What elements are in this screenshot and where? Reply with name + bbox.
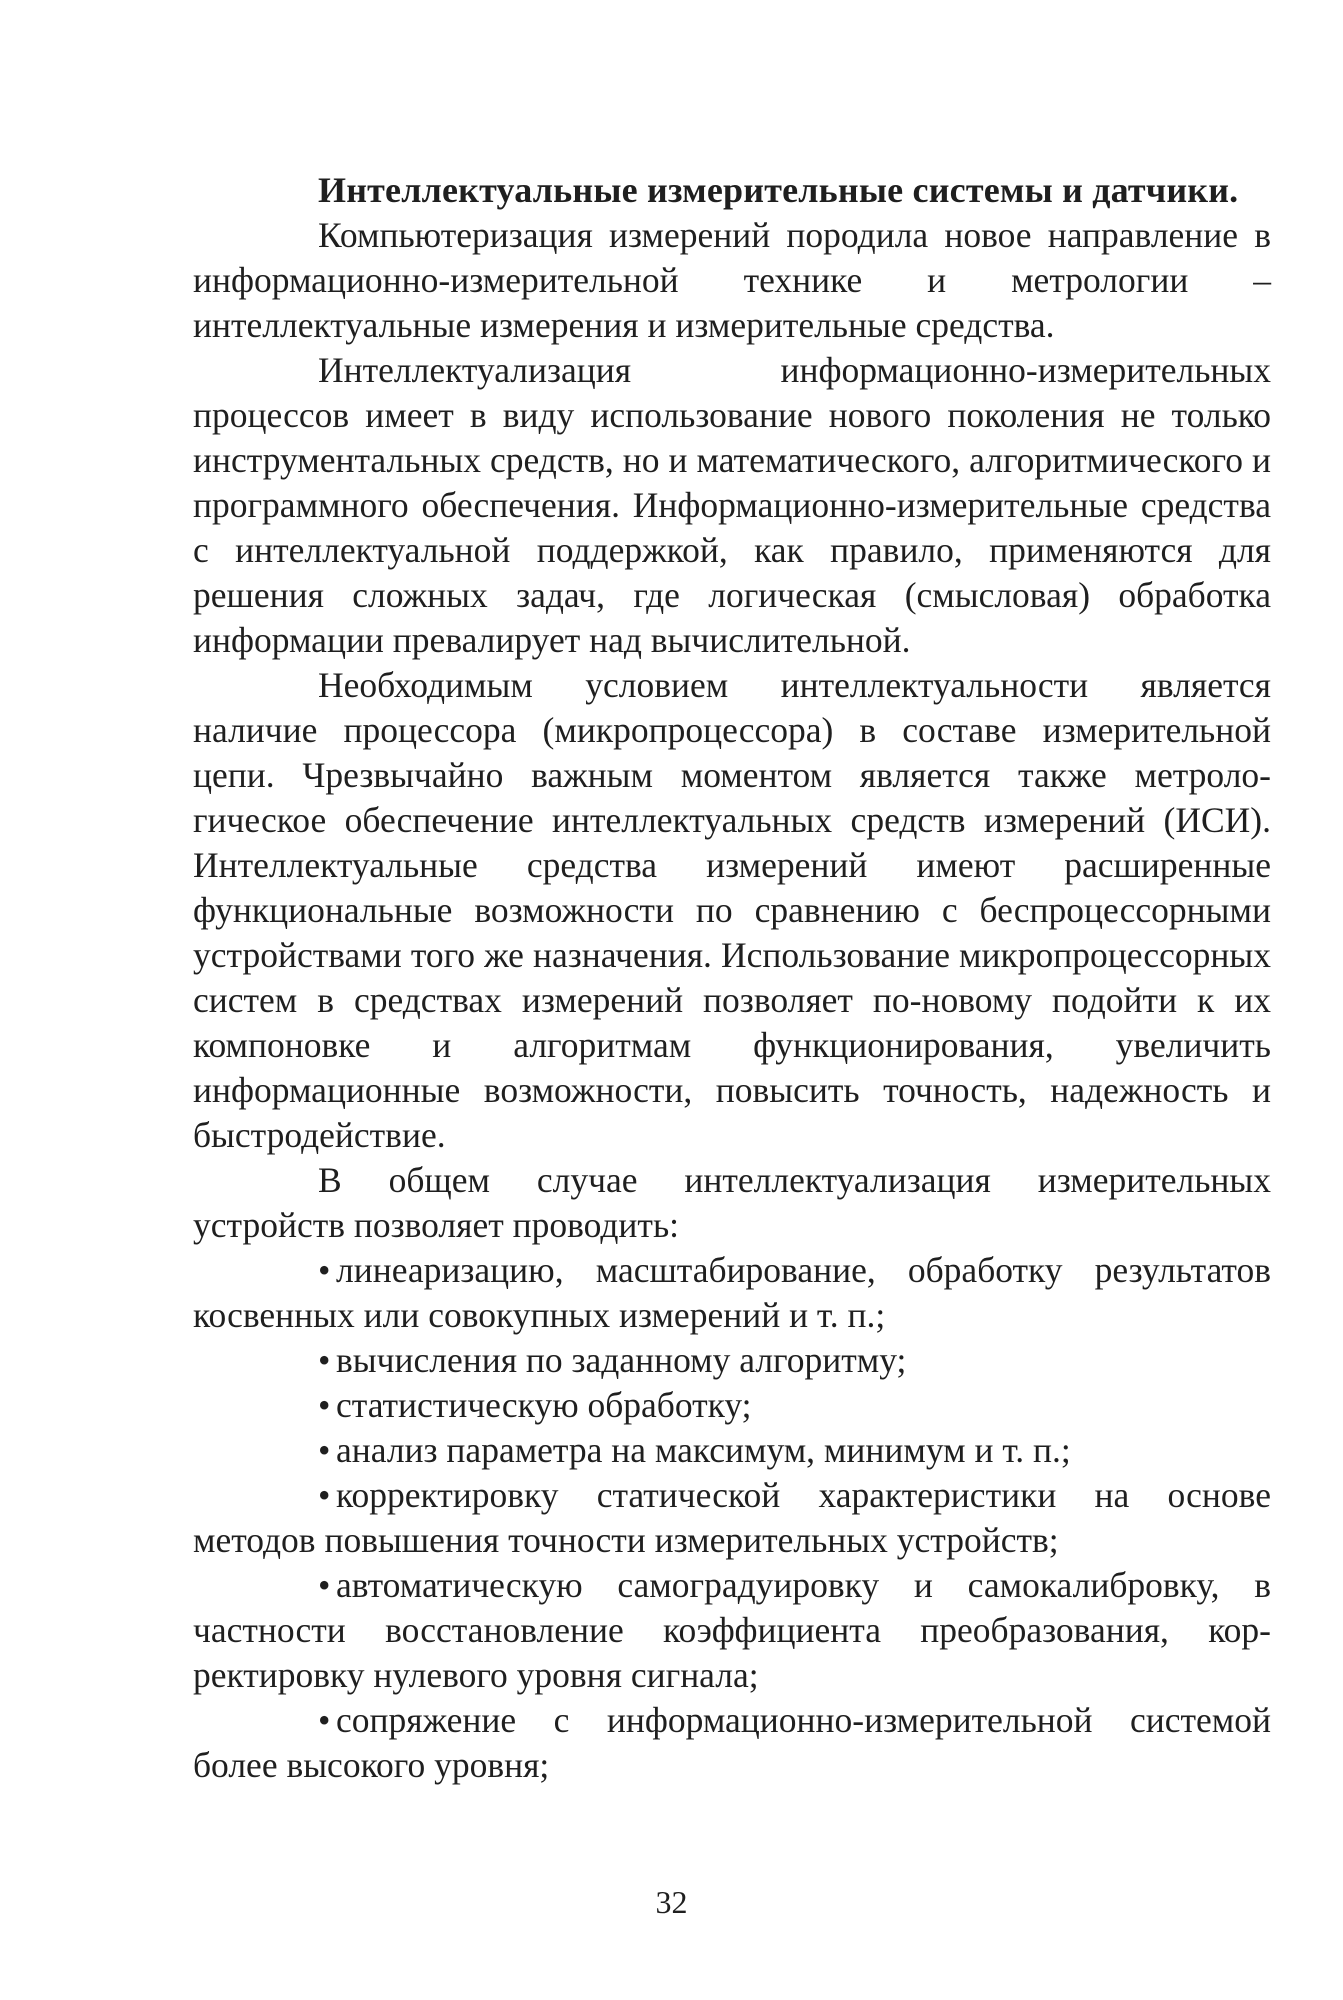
paragraph-list-intro: В общем случае интеллектуализация измерительных устройств позволяет проводить: xyxy=(193,1160,1271,1245)
paragraph-processor-condition: Необходимым условием интеллектуальности является наличие процессора (микропроцессора) в составе измерительной цепи. Чрезвычайно важным моментом является также метрологическое обеспечение интеллектуальных средств измерений (ИСИ). Интеллектуальные средства измерений имеют расширенные функциональные возможности по сравнению с беспроцессорными устройствами того же назначения. Использование микропроцессорных систем в средствах измерений позволяет по-новому подойти к их компоновке и алгоритмам функционирования, увеличить информационные возможности, повысить точность, надежность и быстродействие. xyxy=(193,665,1271,1155)
list-item xyxy=(193,1428,1271,1473)
bullet-icon: • xyxy=(318,1250,331,1290)
page-number: 32 xyxy=(655,1884,688,1920)
bullet-icon: • xyxy=(318,1385,331,1425)
list-item-text: анализ параметра на максимум, минимум и т. п.; xyxy=(336,1430,1071,1470)
list-item xyxy=(193,1563,1271,1698)
capabilities-list xyxy=(193,1248,1271,1788)
bullet-icon: • xyxy=(318,1430,331,1470)
list-item xyxy=(193,1383,1271,1428)
list-item-text: статистическую обработку; xyxy=(336,1385,752,1425)
bullet-icon: • xyxy=(318,1475,331,1515)
page-body xyxy=(193,168,1271,1788)
list-item xyxy=(193,1248,1271,1338)
list-item xyxy=(193,1698,1271,1788)
list-item-text: вычисления по заданному алгоритму; xyxy=(336,1340,907,1380)
list-item-text: сопряжение с информационно-измерительной системой более высокого уровня; xyxy=(193,1700,1271,1785)
list-item-text: линеаризацию, масштабирование, обработку результатов косвенных или совокупных измерений и т. п.; xyxy=(193,1250,1271,1335)
bullet-icon: • xyxy=(318,1340,331,1380)
list-item-text: корректировку статической характеристики на основе методов повышения точности измерительных устройств; xyxy=(193,1475,1271,1560)
section-heading: Интеллектуальные измерительные системы и датчики. xyxy=(318,170,1239,210)
list-item-text: автоматическую самоградуировку и самокалибровку, в частности восстановление коэффициента преобразования, корректировку нулевого уровня сигнала; xyxy=(193,1565,1271,1695)
bullet-icon: • xyxy=(318,1700,331,1740)
paragraph-intellectualization: Интеллектуализация информационно-измерительных процессов имеет в виду использование нового поколения не только инструментальных средств, но и математического, алгоритмического и программного обеспечения. Информационно-измерительные средства с интеллектуальной поддержкой, как правило, применяются для решения сложных задач, где логическая (смысловая) обработка информации превалирует над вычислительной. xyxy=(193,350,1271,660)
list-item xyxy=(193,1338,1271,1383)
paragraph-computerization: Компьютеризация измерений породила новое направление в информационно-измерительной технике и метрологии – интеллектуальные измерения и измерительные средства. xyxy=(193,215,1271,345)
list-item xyxy=(193,1473,1271,1563)
bullet-icon: • xyxy=(318,1565,331,1605)
